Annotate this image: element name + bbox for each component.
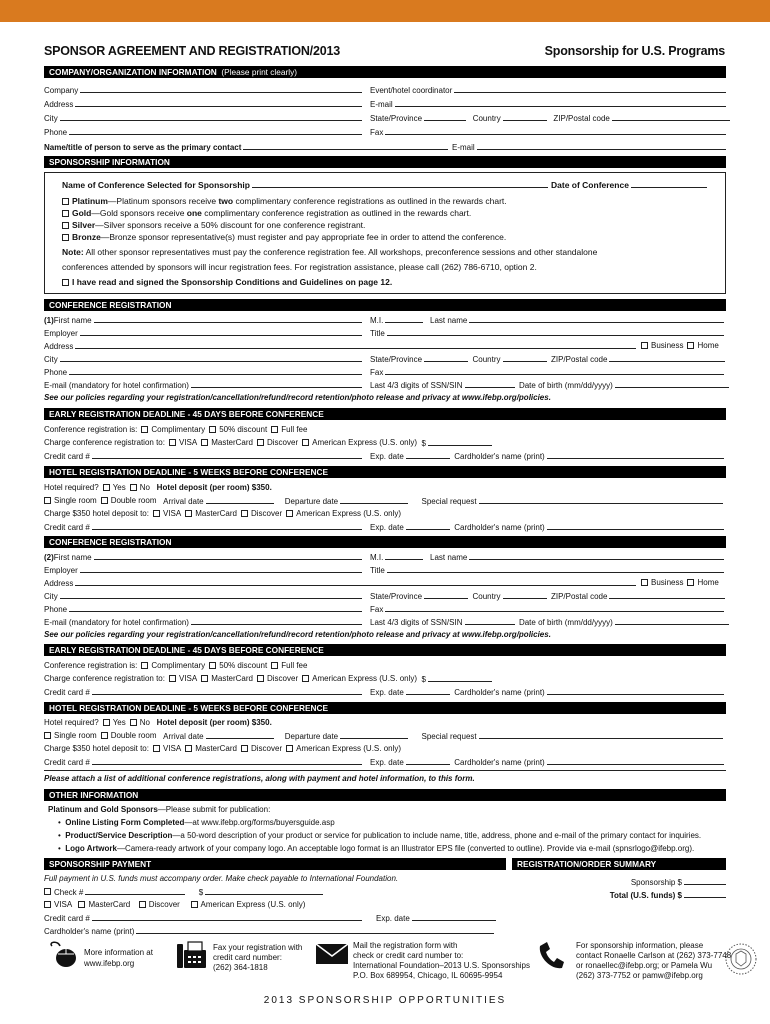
contact-email-label: E-mail (452, 143, 475, 152)
attach-note: Please attach a list of additional conference registrations, along with payment and hotel information, to this form. (44, 774, 475, 783)
registrant-address-field[interactable] (75, 340, 636, 349)
discount-checkbox[interactable] (209, 426, 216, 433)
zip-field[interactable] (612, 112, 730, 121)
hotel-2-discover-checkbox[interactable] (241, 745, 248, 752)
single-room-checkbox[interactable] (44, 497, 51, 504)
hotel-credit-card-field[interactable] (92, 521, 362, 530)
departure-date-2-field[interactable] (340, 730, 408, 739)
hotel-2-mastercard-checkbox[interactable] (185, 745, 192, 752)
mail-info: Mail the registration form with check or credit card number to: International Foundation–2013 U.S. Sponsorships P.O. Box 689954, Chicago, IL 60695-9954 (353, 941, 531, 980)
exp-date-field[interactable] (406, 450, 450, 459)
title-field[interactable] (387, 327, 724, 336)
policies-note: See our policies regarding your registration/cancellation/refund/record retention/photo release and privacy at www.ifebp.org/policies. (44, 393, 551, 402)
company-field[interactable] (80, 84, 362, 93)
check-checkbox[interactable] (44, 888, 51, 895)
hotel-registration-2-header: HOTEL REGISTRATION DEADLINE - 5 WEEKS BEFORE CONFERENCE (44, 702, 726, 714)
ssn-2-field[interactable] (465, 616, 515, 625)
early-registration-2-header: EARLY REGISTRATION DEADLINE - 45 DAYS BEFORE CONFERENCE (44, 644, 726, 656)
employer-2-field[interactable] (80, 564, 362, 573)
city-field[interactable] (60, 112, 362, 121)
primary-contact-field[interactable] (243, 141, 448, 150)
fax-label: Fax (370, 128, 384, 137)
contact-email-field[interactable] (477, 141, 726, 150)
other-information-header: OTHER INFORMATION (44, 789, 726, 801)
payment-credit-card-field[interactable] (92, 912, 362, 921)
employer-field[interactable] (80, 327, 362, 336)
last-name-field[interactable] (469, 314, 724, 323)
event-coordinator-label: Event/hotel coordinator (370, 86, 453, 95)
home-address-checkbox[interactable] (687, 342, 694, 349)
home-address-2-checkbox[interactable] (687, 579, 694, 586)
registrant-city-field[interactable] (60, 353, 362, 362)
policies-note-2: See our policies regarding your registration/cancellation/refund/record retention/photo release and privacy at www.ifebp.org/policies. (44, 630, 551, 639)
hotel-cardholder-field[interactable] (547, 521, 725, 530)
summary-total-label: Total (U.S. funds) $ (609, 891, 682, 900)
gold-checkbox[interactable] (62, 210, 69, 217)
hotel-2-yes-checkbox[interactable] (103, 719, 110, 726)
mi-2-field[interactable] (385, 551, 423, 560)
hotel-exp-date-field[interactable] (406, 521, 450, 530)
amount-field[interactable] (428, 437, 492, 446)
credit-card-2-field[interactable] (92, 686, 362, 695)
hotel-2-amex-checkbox[interactable] (286, 745, 293, 752)
envelope-icon (314, 940, 350, 966)
amount-2-field[interactable] (428, 673, 492, 682)
platinum-checkbox[interactable] (62, 198, 69, 205)
arrival-date-field[interactable] (206, 495, 274, 504)
hotel-2-credit-card-field[interactable] (92, 756, 362, 765)
address-label: Address (44, 100, 74, 109)
exp-date-2-field[interactable] (406, 686, 450, 695)
other-bullet-description: • Product/Service Description—a 50-word description of your product or service for publication to include name, title, address, phone and e-mail of the primary contact for inquiries. (58, 831, 702, 840)
agree-checkbox[interactable] (62, 279, 69, 286)
sponsorship-note: Note: All other sponsor representatives must pay the conference registration fee. All workshops, preconference sessions and other standalone (62, 247, 598, 257)
sponsorship-payment-header: SPONSORSHIP PAYMENT (44, 858, 506, 870)
company-label: Company (44, 86, 79, 95)
divider (44, 770, 726, 771)
other-bullet-logo: • Logo Artwork—Camera-ready artwork of your company logo. An acceptable logo format is an Illustrator EPS file (converted to outline). Provide via e-mail (spnsrlogo@ifebp.org). (58, 844, 695, 853)
hotel-mastercard-checkbox[interactable] (185, 510, 192, 517)
email-field[interactable] (395, 98, 726, 107)
hotel-discover-checkbox[interactable] (241, 510, 248, 517)
registrant-country-field[interactable] (503, 353, 547, 362)
silver-checkbox[interactable] (62, 222, 69, 229)
arrival-date-2-field[interactable] (206, 730, 274, 739)
phone-field[interactable] (69, 126, 362, 135)
fax-icon (174, 940, 208, 972)
conference-registration-1-header: CONFERENCE REGISTRATION (44, 299, 726, 311)
hotel-visa-checkbox[interactable] (153, 510, 160, 517)
dob-2-field[interactable] (615, 616, 729, 625)
hotel-2-exp-date-field[interactable] (406, 756, 450, 765)
cardholder-2-field[interactable] (547, 686, 725, 695)
dob-field[interactable] (615, 379, 729, 388)
double-room-2-checkbox[interactable] (101, 732, 108, 739)
registrant-2-zip-field[interactable] (609, 590, 725, 599)
payment-exp-date-field[interactable] (412, 912, 496, 921)
departure-date-field[interactable] (340, 495, 408, 504)
registrant-2-country-field[interactable] (503, 590, 547, 599)
full-fee-checkbox[interactable] (271, 426, 278, 433)
email-label: E-mail (370, 100, 393, 109)
first-name-label: First name (53, 316, 92, 325)
country-field[interactable] (503, 112, 547, 121)
visa-checkbox[interactable] (169, 439, 176, 446)
event-coordinator-field[interactable] (454, 84, 726, 93)
registrant-2-address-field[interactable] (75, 577, 636, 586)
payment-cardholder-field[interactable] (136, 925, 494, 934)
sponsorship-section-header: SPONSORSHIP INFORMATION (44, 156, 726, 168)
complimentary-checkbox[interactable] (141, 426, 148, 433)
visa-2-checkbox[interactable] (169, 675, 176, 682)
hotel-yes-checkbox[interactable] (103, 484, 110, 491)
city-label: City (44, 114, 58, 123)
other-bullet-listing: • Online Listing Form Completed—at www.ifebp.org/forms/buyersguide.asp (58, 818, 335, 827)
registrant-2-fax-field[interactable] (385, 603, 724, 612)
hotel-registration-1-header: HOTEL REGISTRATION DEADLINE - 5 WEEKS BEFORE CONFERENCE (44, 466, 726, 478)
full-fee-2-checkbox[interactable] (271, 662, 278, 669)
conference-date-field[interactable] (631, 179, 707, 188)
page-title: SPONSOR AGREEMENT AND REGISTRATION/2013 (44, 44, 340, 58)
company-section-header: COMPANY/ORGANIZATION INFORMATION (Please print clearly) (44, 66, 726, 78)
conference-name-label: Name of Conference Selected for Sponsorship (62, 180, 250, 190)
bronze-checkbox[interactable] (62, 234, 69, 241)
summary-sponsorship-label: Sponsorship $ (630, 878, 682, 887)
first-name-2-field[interactable] (94, 551, 362, 560)
payment-visa-checkbox[interactable] (44, 901, 51, 908)
hotel-no-checkbox[interactable] (130, 484, 137, 491)
zip-label: ZIP/Postal code (553, 114, 610, 123)
order-summary-header: REGISTRATION/ORDER SUMMARY (512, 858, 726, 870)
state-field[interactable] (424, 112, 466, 121)
conference-date-label: Date of Conference (551, 180, 629, 190)
phone-label: Phone (44, 128, 68, 137)
other-intro: Platinum and Gold Sponsors—Please submit for publication: (48, 805, 271, 814)
mi-field[interactable] (385, 314, 423, 323)
hotel-amex-checkbox[interactable] (286, 510, 293, 517)
registrant-2-phone-field[interactable] (69, 603, 362, 612)
registrant-fax-field[interactable] (385, 366, 724, 375)
complimentary-2-checkbox[interactable] (141, 662, 148, 669)
conference-registration-2-header: CONFERENCE REGISTRATION (44, 536, 726, 548)
special-request-field[interactable] (479, 495, 724, 504)
payment-mastercard-checkbox[interactable] (78, 901, 85, 908)
conference-name-field[interactable] (252, 179, 548, 188)
hotel-2-cardholder-field[interactable] (547, 756, 725, 765)
discover-checkbox[interactable] (257, 439, 264, 446)
address-field[interactable] (75, 98, 362, 107)
sponsorship-note-line2: conferences attended by sponsors will incur registration fees. For registration assistance, please call (262) 786-6710, option 2. (62, 262, 537, 272)
country-label: Country (472, 114, 501, 123)
registrant-state-field[interactable] (424, 353, 468, 362)
registrant-2-state-field[interactable] (424, 590, 468, 599)
early-registration-1-header: EARLY REGISTRATION DEADLINE - 45 DAYS BEFORE CONFERENCE (44, 408, 726, 420)
discover-2-checkbox[interactable] (257, 675, 264, 682)
page-subtitle: Sponsorship for U.S. Programs (544, 44, 725, 58)
seal-icon (724, 942, 758, 976)
top-accent-bar (0, 0, 770, 22)
registrant-phone-field[interactable] (69, 366, 362, 375)
payment-discover-checkbox[interactable] (139, 901, 146, 908)
agree-label: I have read and signed the Sponsorship Conditions and Guidelines on page 12. (72, 277, 393, 287)
registrant-zip-field[interactable] (609, 353, 725, 362)
special-request-2-field[interactable] (479, 730, 724, 739)
check-amount-field[interactable] (205, 886, 323, 895)
business-address-2-checkbox[interactable] (641, 579, 648, 586)
title-2-field[interactable] (387, 564, 724, 573)
registrant-email-field[interactable] (191, 379, 362, 388)
hotel-2-visa-checkbox[interactable] (153, 745, 160, 752)
ssn-field[interactable] (465, 379, 515, 388)
phone-info: For sponsorship information, please contact Ronaelle Carlson at (262) 373-7748 or ronaellec@ifebp.org; or Pamela Wu (262) 373-7752 or pamw@ifebp.org (576, 941, 732, 980)
registrant-2-email-field[interactable] (191, 616, 362, 625)
registrant-2-city-field[interactable] (60, 590, 362, 599)
cardholder-field[interactable] (547, 450, 725, 459)
mastercard-checkbox[interactable] (201, 439, 208, 446)
primary-contact-label: Name/title of person to serve as the primary contact (44, 143, 242, 152)
state-label: State/Province (370, 114, 423, 123)
credit-card-field[interactable] (92, 450, 362, 459)
phone-icon (536, 940, 570, 972)
mouse-icon (46, 940, 80, 970)
web-info: More information at www.ifebp.org (84, 948, 153, 968)
payment-note: Full payment in U.S. funds must accompany order. Make check payable to International Foundation. (44, 874, 399, 883)
last-name-2-field[interactable] (469, 551, 724, 560)
payment-amex-checkbox[interactable] (191, 901, 198, 908)
double-room-checkbox[interactable] (101, 497, 108, 504)
check-number-field[interactable] (85, 886, 185, 895)
summary-sponsorship-field[interactable] (684, 876, 726, 885)
fax-field[interactable] (385, 126, 726, 135)
single-room-2-checkbox[interactable] (44, 732, 51, 739)
amex-checkbox[interactable] (302, 439, 309, 446)
first-name-field[interactable] (94, 314, 362, 323)
mastercard-2-checkbox[interactable] (201, 675, 208, 682)
amex-2-checkbox[interactable] (302, 675, 309, 682)
discount-2-checkbox[interactable] (209, 662, 216, 669)
fax-info: Fax your registration with credit card number: (262) 364-1818 (213, 943, 303, 972)
page-footer: 2013 SPONSORSHIP OPPORTUNITIES (263, 995, 507, 1006)
summary-total-field[interactable] (684, 889, 726, 898)
hotel-2-no-checkbox[interactable] (130, 719, 137, 726)
business-address-checkbox[interactable] (641, 342, 648, 349)
